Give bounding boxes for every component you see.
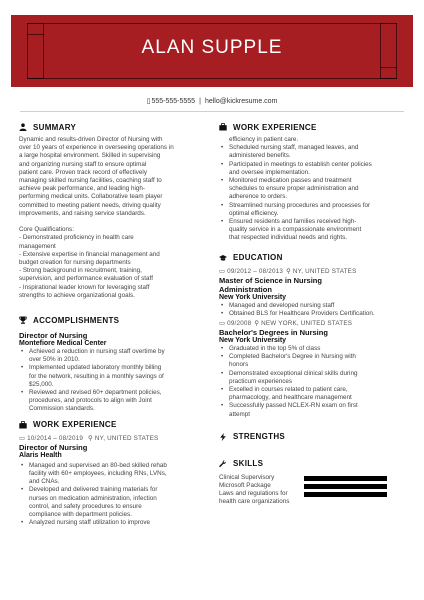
header-frame-line: [27, 78, 397, 79]
education-item: [219, 268, 411, 318]
location-pin-icon: ⚲: [254, 320, 260, 328]
job-bullets: [219, 144, 411, 242]
header-divider: [20, 111, 404, 112]
summary-line: performing medical units. Collaborative team player: [19, 193, 163, 201]
bullet-item: • Developed and delivered training materials for nurses on medication administration, infection control, and safety procedures to ensure compliance with department policies.: [19, 486, 211, 519]
education-degree: Administration: [219, 284, 272, 294]
education-meta: [219, 320, 411, 328]
candidate-name: ALAN SUPPLE: [141, 37, 283, 58]
bullet-item: • Completed Bachelor's Degree in Nursing with honors: [219, 353, 411, 369]
summary-line: managing skilled nursing facilities, coaching staff to: [19, 177, 162, 185]
skill-level-bar: [304, 492, 387, 497]
bullet-item: • Excelled in courses related to patient care, pharmacology, and healthcare management: [219, 386, 411, 402]
bullet-item: • Ensured residents and families received high- quality service in a compassionate environment that respected individual needs and rights.: [219, 218, 411, 243]
education-degree: Master of Science in Nursing: [219, 275, 322, 285]
bullet-item: • Achieved a reduction in nursing staff overtime by over 50% in 2010.: [19, 348, 211, 364]
job-role: Director of Nursing: [19, 442, 88, 452]
job-org: Alaris Health: [19, 451, 62, 459]
skill-label: Microsoft Package: [219, 482, 271, 490]
bullet-item: • Demonstrated exceptional clinical skills during practicum experiences: [219, 370, 411, 386]
contact-email[interactable]: hello@kickresume.com: [204, 98, 278, 105]
summary-line: and organizing nursing staff to ensure optimal: [19, 160, 147, 168]
bullet-item: • Monitored medication passes and treatment schedules to ensure proper administration and adherence to orders.: [219, 177, 411, 202]
work-experience-heading: WORK EXPERIENCE: [219, 122, 411, 132]
education-degree: Bachelor's Degrees in Nursing: [219, 328, 328, 338]
job-bullet-continuation: efficiency in patient care.: [229, 136, 299, 143]
summary-line: - Strong background in recruitment, training,: [19, 267, 142, 275]
summary-line: - Inspirational leader known for leveraging staff: [19, 283, 150, 291]
bullet-item: • Streamlined nursing procedures and processes for optimal efficiency.: [219, 202, 411, 218]
job-meta: ▭ 10/2014 – 08/2019 ⚲ NY, UNITED STATES: [19, 434, 159, 442]
calendar-icon: ▭: [19, 434, 26, 442]
summary-line: supervision, and performance evaluation of staff: [19, 275, 153, 283]
right-column: [219, 122, 411, 507]
contact-line: ▯555-555-5555 | hello@kickresume.com: [146, 98, 278, 105]
education-heading: EDUCATION: [219, 253, 411, 263]
left-column: [19, 122, 211, 527]
summary-line: strengths to achieve organizational goals.: [19, 291, 135, 299]
location-pin-icon: ⚲: [286, 267, 291, 275]
summary-line: [19, 218, 211, 226]
education-school: New York University: [219, 293, 287, 301]
accomplishments-heading: ACCOMPLISHMENTS: [19, 315, 211, 325]
education-location: NY, UNITED STATES: [292, 267, 357, 275]
work-experience-heading: WORK EXPERIENCE: [19, 420, 211, 430]
work-experience-section-right: [219, 122, 411, 243]
accomplishment-org: Montefiore Medical Center: [19, 340, 107, 348]
education-bullets: [219, 302, 411, 318]
briefcase-icon: [219, 123, 227, 131]
summary-line: Core Qualifications:: [19, 226, 74, 234]
header-frame-line: [27, 23, 397, 24]
summary-section: [19, 122, 211, 300]
briefcase-icon: [19, 421, 27, 429]
summary-line: improvements, and raising service standards.: [19, 209, 146, 217]
education-section: [219, 253, 411, 419]
summary-text: [19, 136, 211, 300]
skill-level-bar: [304, 484, 387, 489]
skill-item: [219, 482, 411, 490]
summary-heading: SUMMARY: [19, 122, 211, 132]
education-location: NEW YORK, UNITED STATES: [261, 320, 353, 328]
summary-line: - Extensive expertise in financial management and: [19, 250, 160, 258]
trophy-icon: [19, 316, 27, 324]
education-item: [219, 320, 411, 419]
education-meta: [219, 268, 411, 276]
summary-line: a large hospital environment. Skilled in supervising: [19, 152, 161, 160]
bullet-item: • Implemented updated laboratory monthly billing for the network, resulting in a monthly savings of $25,000.: [19, 364, 211, 389]
skills-heading: SKILLS: [219, 459, 411, 469]
skill-item: [219, 490, 411, 506]
education-date: 09/2008: [227, 320, 252, 328]
skill-level-bar: [304, 476, 387, 481]
summary-line: - Demonstrated proficiency in health care: [19, 234, 134, 242]
accomplishment-role: Director of Nursing: [19, 331, 88, 341]
graduation-cap-icon: [219, 254, 227, 262]
bullet-item: • Reviewed and revised 60+ department policies, procedures, and protocols to align with Joint Commission standards.: [19, 389, 211, 414]
bullet-item: • Managed and supervised an 80-bed skilled rehab facility with 60+ employees, including RNs, LVNs, and CNAs.: [19, 462, 211, 487]
accomplishments-section: [19, 315, 211, 414]
accomplishment-bullets: [19, 348, 211, 414]
summary-line: Dynamic and results-driven Director of Nursing with: [19, 136, 163, 143]
bullet-item: • Scheduled nursing staff, managed leaves, and administered benefits.: [219, 144, 411, 160]
bullet-item: • Analyzed nursing staff utilization to improve: [19, 519, 211, 527]
education-bullets: [219, 345, 411, 419]
skill-label: Clinical Supervisory: [219, 473, 275, 481]
summary-line: management: [19, 242, 56, 250]
skill-list: [219, 474, 411, 507]
bullet-item: • Graduated in the top 5% of class: [219, 345, 411, 353]
calendar-icon: ▭: [219, 320, 226, 328]
bolt-icon: [219, 433, 227, 441]
location-pin-icon: ⚲: [88, 434, 93, 442]
summary-line: over 10 years of experience in overseeing operations in: [19, 144, 174, 152]
calendar-icon: ▭: [219, 267, 226, 275]
summary-line: achieve peak performance, and leading high-: [19, 185, 146, 193]
person-icon: [19, 123, 27, 131]
bullet-item: • Obtained BLS for Healthcare Providers Certification.: [219, 310, 411, 318]
education-date: 09/2012 – 08/2013: [227, 267, 284, 275]
summary-line: committed to meeting patient needs, driving quality: [19, 201, 161, 209]
wrench-icon: [219, 460, 227, 468]
summary-line: budget creation for nursing departments: [19, 259, 131, 267]
skills-section: [219, 459, 411, 507]
strengths-section: [219, 432, 411, 442]
bullet-item: • Managed and developed nursing staff: [219, 302, 411, 310]
bullet-item: • Successfully passed NCLEX-RN exam on first attempt: [219, 402, 411, 418]
bullet-item: • Participated in meetings to establish center policies and oversee implementation.: [219, 161, 411, 177]
phone-icon: ▯: [146, 98, 151, 105]
work-experience-section-left: [19, 420, 211, 528]
strengths-heading: STRENGTHS: [219, 432, 411, 442]
summary-line: patient care. Proven track record of effectively: [19, 168, 147, 176]
skill-item: [219, 474, 411, 482]
header-banner: [11, 15, 413, 87]
education-items: [219, 268, 411, 419]
job-bullets: [19, 462, 211, 528]
education-school: New York University: [219, 337, 287, 345]
skill-label: Laws and regulations for health care organizations: [219, 490, 290, 506]
contact-phone: 555-555-5555: [151, 98, 196, 105]
